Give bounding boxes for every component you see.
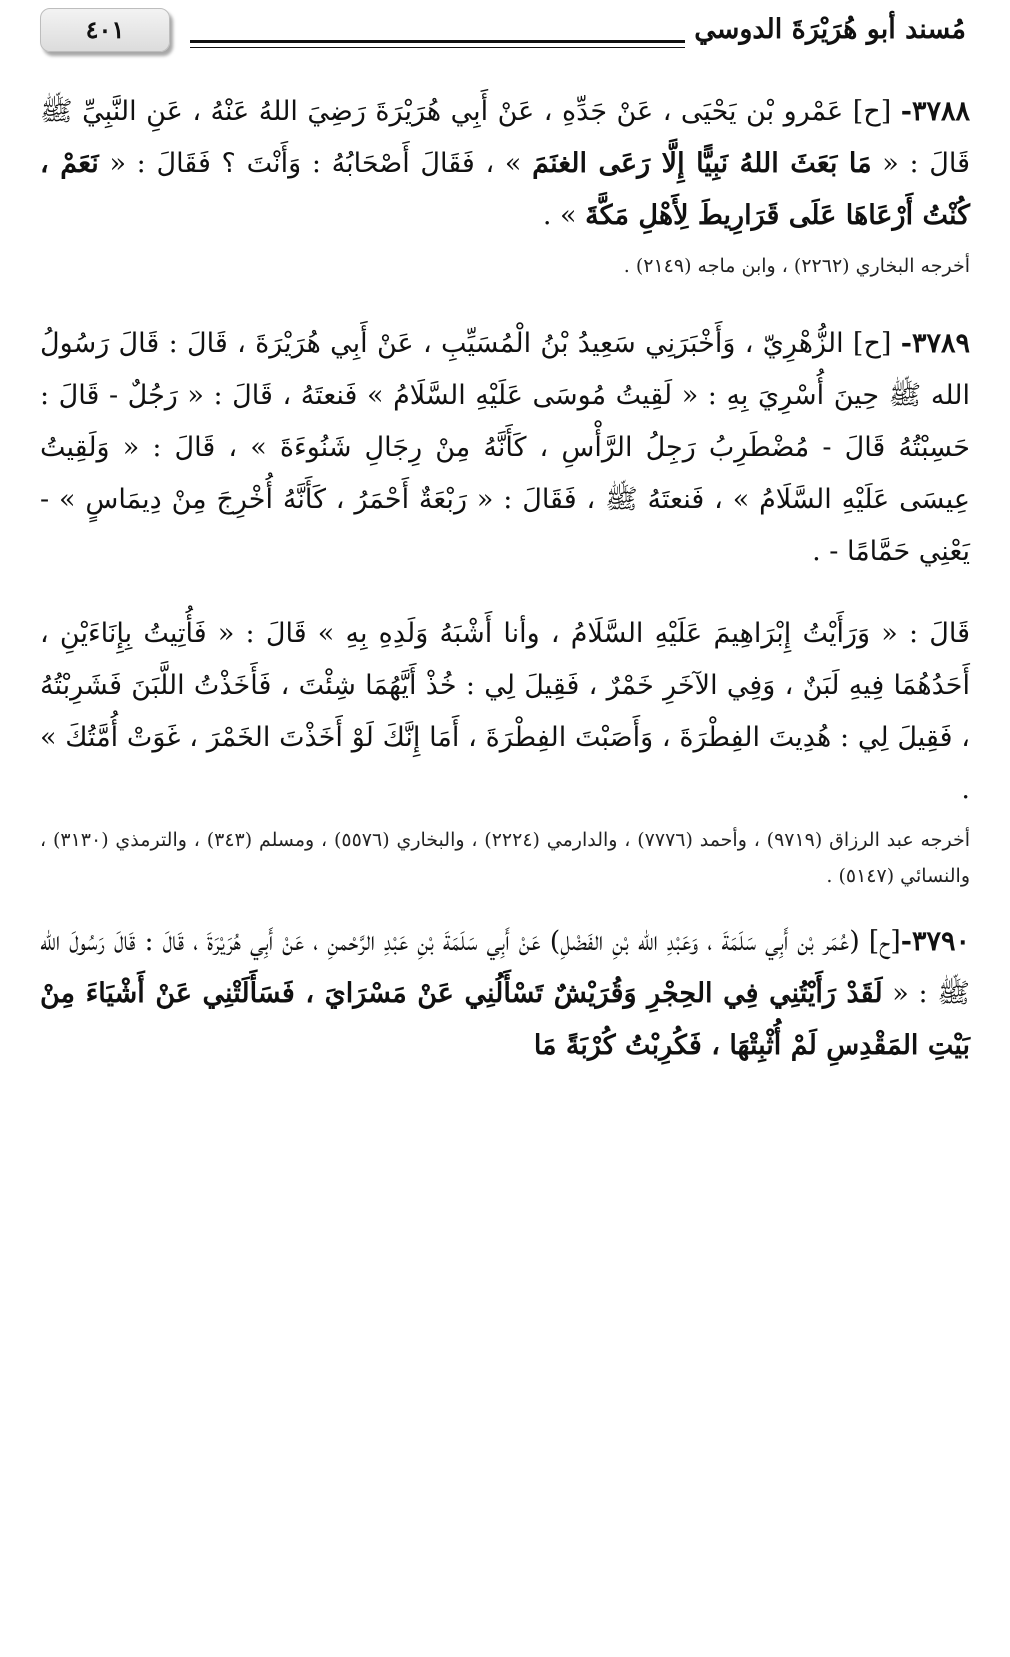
hadith-text: [ح] (عُمَر بْن أَبِي سَلَمَةَ ، وَعَبْدِ الله بْنِ الفَضْلِ) عَنْ أَبِي سَلَمَةَ بْنِ عَبْدِ الرَّحْمنِ ، عَنْ أَبِي هُرَيْرَةَ ، قَالَ : قَالَ رَسُولَ الله ﷺ : « bbox=[40, 926, 970, 1009]
takhrij-3789: أخرجه عبد الرزاق (٩٧١٩) ، وأحمد (٧٧٧٦) ، والدارمي (٢٢٢٤) ، والبخاري (٥٥٧٦) ، ومسلم (٣٤٣) ، والترمذي (٣١٣٠) ، والنسائي (٥١٤٧) . bbox=[40, 829, 970, 887]
hadith-3789 bbox=[40, 318, 970, 578]
hadith-text: » . bbox=[542, 200, 586, 231]
prophetic-saying: نَعَمْ ، كُنْتُ أَرْعَاهَا عَلَى قَرَارِيطَ لِأَهْلِ مَكَّةَ bbox=[40, 148, 970, 231]
hadith-text: [ح] عَمْرو بْن يَحْيَى ، عَنْ جَدِّهِ ، عَنْ أَبِي هُرَيْرَةَ رَضِيَ اللهُ عَنْهُ ، عَنِ النَّبِيِّ ﷺ قَالَ : « bbox=[40, 96, 970, 179]
book-page bbox=[40, 0, 970, 1657]
page-number: ٤٠١ bbox=[40, 8, 170, 52]
running-title: مُسند أبو هُرَيْرَةَ الدوسي bbox=[694, 14, 966, 45]
page-content bbox=[40, 86, 970, 1072]
hadith-text: » ، فَقَالَ أَصْحَابُهُ : وَأَنْتَ ؟ فَقَالَ : « bbox=[98, 148, 533, 179]
header-rule bbox=[190, 40, 685, 48]
hadith-text: [ح] الزُّهْرِيّ ، وَأَخْبَرَنِي سَعِيدُ بْنُ الْمُسَيِّبِ ، عَنْ أَبِي هُرَيْرَةَ ، قَالَ : قَالَ رَسُولُ الله ﷺ حِينَ أُسْرِيَ بِهِ : « لَقِيتُ مُوسَى عَلَيْهِ السَّلَامُ » فَنعتَهُ ، قَالَ : « رَجُلٌ - قَالَ : حَسِبْتُهُ قَالَ - مُضْطَرِبُ رَجِلُ الرَّأْسِ ، كَأَنَّهُ مِنْ رِجَالِ شَنُوءَةَ » ، قَالَ : « وَلَقِيتُ عِيسَى عَلَيْهِ السَّلَامُ » ، فَنعتَهُ ﷺ ، فَقَالَ : « رَبْعَةٌ أَحْمَرُ ، كَأَنَّهُ أُخْرِجَ مِنْ دِيمَاسٍ » - يَعْنِي حَمَّامًا - . bbox=[40, 328, 970, 567]
takhrij-3788: أخرجه البخاري (٢٢٦٢) ، وابن ماجه (٢١٤٩) . bbox=[623, 255, 970, 277]
hadith-number: ٣٧٨٨- bbox=[900, 96, 970, 127]
prophetic-saying: مَا بَعَثَ اللهُ نَبِيًّا إِلَّا رَعَى الغنَمَ bbox=[532, 148, 872, 179]
page-header bbox=[40, 4, 970, 60]
hadith-3789-continuation: قَالَ : « وَرَأَيْتُ إِبْرَاهِيمَ عَلَيْهِ السَّلَامُ ، وأنا أَشْبَهُ وَلَدِهِ بِهِ » قَالَ : « فَأُتِيتُ بِإِنَاءَيْنِ ، أَحَدُهُمَا فِيهِ لَبَنٌ ، وَفِي الآخَرِ خَمْرٌ ، فَقِيلَ لِي : خُذْ أَيَّهُمَا شِئْتَ ، فَأَخَذْتُ اللَّبَنَ فَشَرِبْتُهُ ، فَقِيلَ لِي : هُدِيتَ الفِطْرَةَ ، وَأَصَبْتَ الفِطْرَةَ ، أَمَا إِنَّكَ لَوْ أَخَذْتَ الخَمْرَ ، غَوَتْ أُمَّتُكَ » . bbox=[40, 618, 970, 805]
hadith-3790 bbox=[40, 916, 970, 1072]
hadith-number: ٣٧٨٩- bbox=[900, 328, 970, 359]
hadith-3788 bbox=[40, 86, 970, 242]
prophetic-saying: لَقَدْ رَأَيْتُنِي فِي الحِجْرِ وَقُرَيْشٌ تَسْأَلُنِي عَنْ مَسْرَايَ ، فَسَأَلَتْنِي عَنْ أَشْيَاءَ مِنْ بَيْتِ المَقْدِسِ لَمْ أُثْبِتْهَا ، فَكُرِبْتُ كُرْبَةً مَا bbox=[40, 978, 970, 1061]
hadith-number: ٣٧٩٠- bbox=[900, 926, 970, 957]
